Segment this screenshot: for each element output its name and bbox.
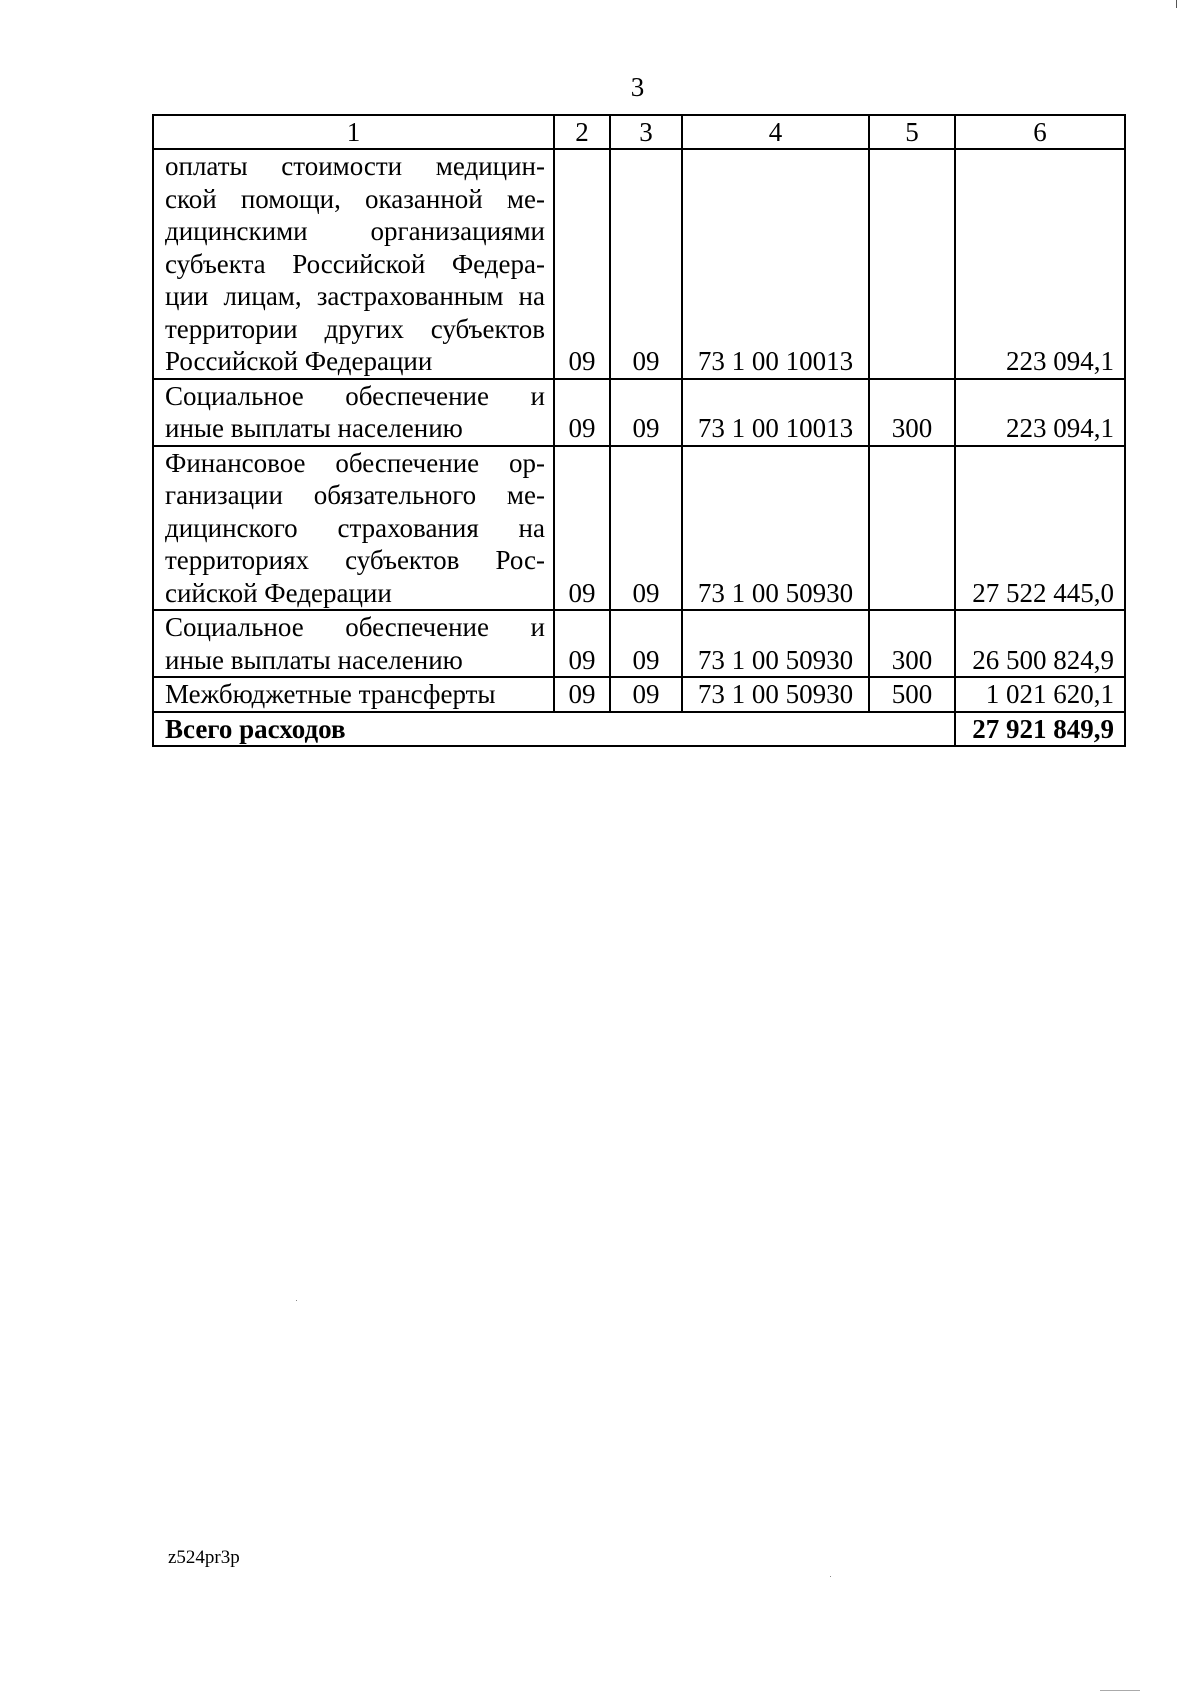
expense-type-code: 300 [869,379,955,446]
amount: 1 021 620,1 [955,677,1125,712]
total-label: Всего расходов [153,712,955,747]
target-article-code: 73 1 00 50930 [682,446,869,611]
amount: 26 500 824,9 [955,610,1125,677]
expense-type-code: 300 [869,610,955,677]
column-header-2: 2 [554,115,610,149]
amount: 223 094,1 [955,379,1125,446]
expense-type-code: 500 [869,677,955,712]
description-line: ции лицам, застрахованным на [165,281,545,311]
table-row [153,677,1125,712]
table-row [153,379,1125,446]
scan-dot [296,1300,297,1301]
budget-table [152,114,1126,747]
total-row [153,712,1125,747]
table-row [153,149,1125,379]
description-line: Российской Федерации [165,346,433,376]
row-description [153,677,554,712]
scan-dot [830,1576,831,1577]
row-description [153,446,554,611]
amount: 223 094,1 [955,149,1125,379]
column-header-1: 1 [153,115,554,149]
column-header-3: 3 [610,115,682,149]
scan-edge-mark [1100,1690,1140,1691]
description-line: иные выплаты населению [165,413,463,443]
column-header-6: 6 [955,115,1125,149]
description-line: Межбюджетные трансферты [165,679,496,709]
expense-type-code [869,149,955,379]
section-code: 09 [554,149,610,379]
table-row [153,610,1125,677]
column-header-4: 4 [682,115,869,149]
target-article-code: 73 1 00 10013 [682,379,869,446]
table-row [153,446,1125,611]
subsection-code: 09 [610,677,682,712]
row-description [153,610,554,677]
amount: 27 522 445,0 [955,446,1125,611]
description-line: ской помощи, оказанной ме- [165,183,545,214]
description-line: ганизации обязательного ме- [165,480,545,510]
description-line: иные выплаты населению [165,644,463,675]
subsection-code: 09 [610,379,682,446]
subsection-code: 09 [610,149,682,379]
description-line: Социальное обеспечение и [165,380,545,411]
description-line: Социальное обеспечение и [165,612,545,642]
description-line: дицинского страхования на [165,512,545,543]
target-article-code: 73 1 00 10013 [682,149,869,379]
subsection-code: 09 [610,610,682,677]
description-line: территории других субъектов [165,313,545,344]
target-article-code: 73 1 00 50930 [682,610,869,677]
description-line: дицинскими организациями [165,216,545,246]
description-line: территориях субъектов Рос- [165,545,545,575]
subsection-code: 09 [610,446,682,611]
total-amount: 27 921 849,9 [955,712,1125,747]
row-description [153,149,554,379]
row-description [153,379,554,446]
expense-type-code [869,446,955,611]
section-code: 09 [554,446,610,611]
description-line: сийской Федерации [165,577,392,608]
section-code: 09 [554,610,610,677]
scan-edge-mark [1176,0,1177,8]
section-code: 09 [554,379,610,446]
page-number: 3 [630,72,645,102]
column-header-5: 5 [869,115,955,149]
description-line: Финансовое обеспечение ор- [165,447,545,478]
target-article-code: 73 1 00 50930 [682,677,869,712]
document-code: z524pr3p [168,1547,240,1568]
table-header-row [153,115,1125,149]
section-code: 09 [554,677,610,712]
description-line: субъекта Российской Федера- [165,248,545,279]
description-line: оплаты стоимости медицин- [165,151,545,181]
